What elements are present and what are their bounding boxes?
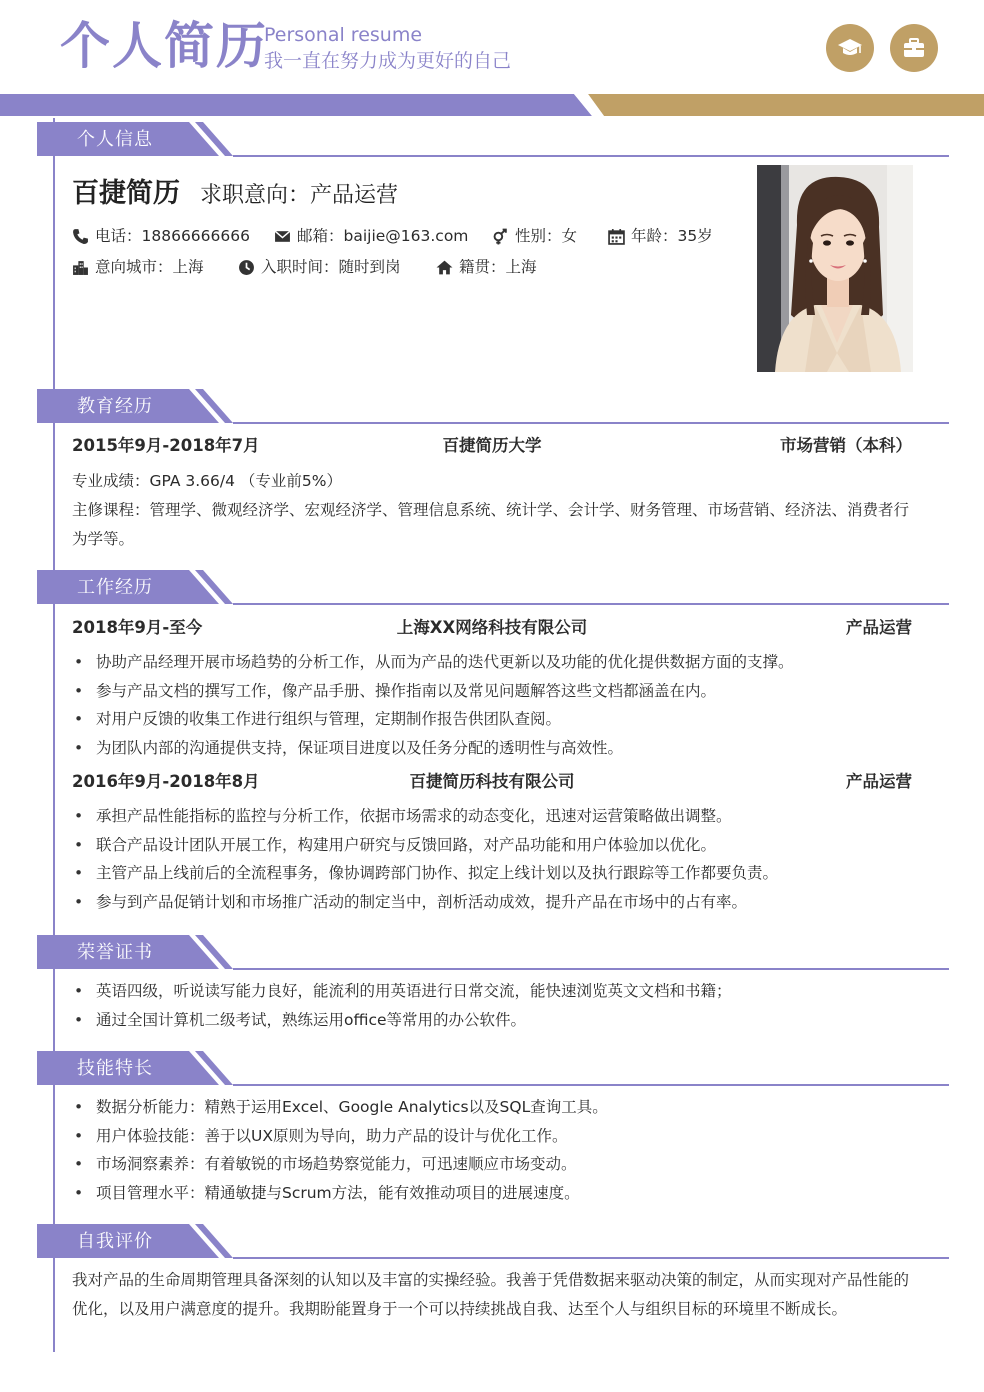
- section-header-skills: [37, 1051, 949, 1087]
- work-duties-2: [72, 802, 932, 916]
- candidate-name: 百捷简历: [72, 178, 180, 209]
- list-item: • 项目管理水平：精通敏捷与Scrum方法，能有效推动项目的进展速度。: [72, 1179, 932, 1208]
- info-city: 意向城市：上海: [72, 255, 204, 279]
- briefcase-icon: [890, 24, 938, 72]
- self-evaluation-text: 我对产品的生命周期管理具备深刻的认知以及丰富的实操经验。我善于凭借数据来驱动决策的制定，从而实现对产品性能的优化，以及用户满意度的提升。我期盼能置身于一个可以持续挑战自我、达至个人与组织目标的环境里不断成长。: [72, 1271, 910, 1318]
- calendar-icon: [608, 228, 625, 245]
- subtitle-english: Personal resume: [264, 24, 423, 46]
- skills-list: [72, 1093, 932, 1207]
- section-header-personal: [37, 122, 949, 158]
- section-title: 自我评价: [77, 1231, 153, 1252]
- list-item: • 承担产品性能指标的监控与分析工作，依据市场需求的动态变化，迅速对运营策略做出调整。: [72, 802, 932, 831]
- list-item: • 对用户反馈的收集工作进行组织与管理，定期制作报告供团队查阅。: [72, 705, 932, 734]
- education-school: 百捷简历大学: [442, 436, 542, 455]
- header-band: [0, 94, 984, 116]
- section-header-self-eval: [37, 1224, 949, 1260]
- section-title: 教育经历: [77, 396, 153, 417]
- gender-icon: [492, 228, 509, 245]
- education-major: 市场营销（本科）: [780, 436, 912, 455]
- home-icon: [436, 259, 453, 276]
- list-item: • 英语四级，听说读写能力良好，能流利的用英语进行日常交流，能快速浏览英文文档和书籍；: [72, 977, 932, 1006]
- work-duties-1: [72, 648, 932, 762]
- list-item: • 参与产品文档的撰写工作，像产品手册、操作指南以及常见问题解答这些文档都涵盖在内。: [72, 677, 932, 706]
- work-role: 产品运营: [846, 772, 912, 791]
- city-building-icon: [72, 259, 89, 276]
- left-border-line: [53, 118, 55, 1352]
- list-item: • 市场洞察素养：有着敏锐的市场趋势察觉能力，可迅速顺应市场变动。: [72, 1150, 932, 1179]
- work-company: 百捷简历科技有限公司: [409, 772, 575, 791]
- subtitle-chinese: 我一直在努力成为更好的自己: [264, 50, 512, 72]
- profile-photo: [757, 165, 913, 372]
- work-role: 产品运营: [846, 618, 912, 637]
- education-courses: 主修课程：管理学、微观经济学、宏观经济学、管理信息系统、统计学、会计学、财务管理、市场营销、经济法、消费者行为学等。: [72, 501, 910, 548]
- page-title: 个人简历: [60, 17, 268, 75]
- info-origin: 籍贯：上海: [436, 255, 537, 279]
- section-title: 技能特长: [77, 1058, 153, 1079]
- info-phone: 电话：18866666666: [72, 224, 250, 248]
- info-age: 年龄：35岁: [608, 224, 713, 248]
- graduation-cap-icon: [826, 24, 874, 72]
- section-header-education: [37, 389, 949, 425]
- work-row-2: [72, 768, 912, 796]
- list-item: • 参与到产品促销计划和市场推广活动的制定当中，剖析活动成效，提升产品在市场中的占有率。: [72, 888, 932, 917]
- job-intent: 求职意向：产品运营: [200, 183, 399, 208]
- phone-icon: [72, 228, 89, 245]
- work-row-1: [72, 614, 912, 642]
- list-item: • 协助产品经理开展市场趋势的分析工作，从而为产品的迭代更新以及功能的优化提供数据方面的支撑。: [72, 648, 932, 677]
- resume-header: [0, 0, 984, 118]
- section-header-honors: [37, 935, 949, 971]
- section-header-work: [37, 570, 949, 606]
- list-item: • 用户体验技能：善于以UX原则为导向，助力产品的设计与优化工作。: [72, 1122, 932, 1151]
- work-period: 2016年9月-2018年8月: [72, 772, 260, 791]
- email-icon: [274, 228, 291, 245]
- list-item: • 数据分析能力：精熟于运用Excel、Google Analytics以及SQL查询工具。: [72, 1093, 932, 1122]
- section-title: 个人信息: [77, 129, 153, 150]
- list-item: • 联合产品设计团队开展工作，构建用户研究与反馈回路，对产品功能和用户体验加以优化。: [72, 831, 932, 860]
- education-period: 2015年9月-2018年7月: [72, 436, 260, 455]
- education-row: [72, 432, 912, 460]
- education-gpa: 专业成绩：GPA 3.66/4 （专业前5%）: [72, 472, 343, 490]
- work-period: 2018年9月-至今: [72, 618, 203, 637]
- work-company: 上海XX网络科技有限公司: [396, 618, 588, 637]
- section-title: 荣誉证书: [77, 942, 153, 963]
- clock-icon: [238, 259, 255, 276]
- list-item: • 为团队内部的沟通提供支持，保证项目进度以及任务分配的透明性与高效性。: [72, 734, 932, 763]
- info-entry-time: 入职时间：随时到岗: [238, 255, 401, 279]
- list-item: • 通过全国计算机二级考试，熟练运用office等常用的办公软件。: [72, 1006, 932, 1035]
- info-email: 邮箱：baijie@163.com: [274, 224, 468, 248]
- info-gender: 性别：女: [492, 224, 577, 248]
- section-title: 工作经历: [77, 577, 153, 598]
- list-item: • 主管产品上线前后的全流程事务，像协调跨部门协作、拟定上线计划以及执行跟踪等工作都要负责。: [72, 859, 932, 888]
- honors-list: [72, 977, 932, 1034]
